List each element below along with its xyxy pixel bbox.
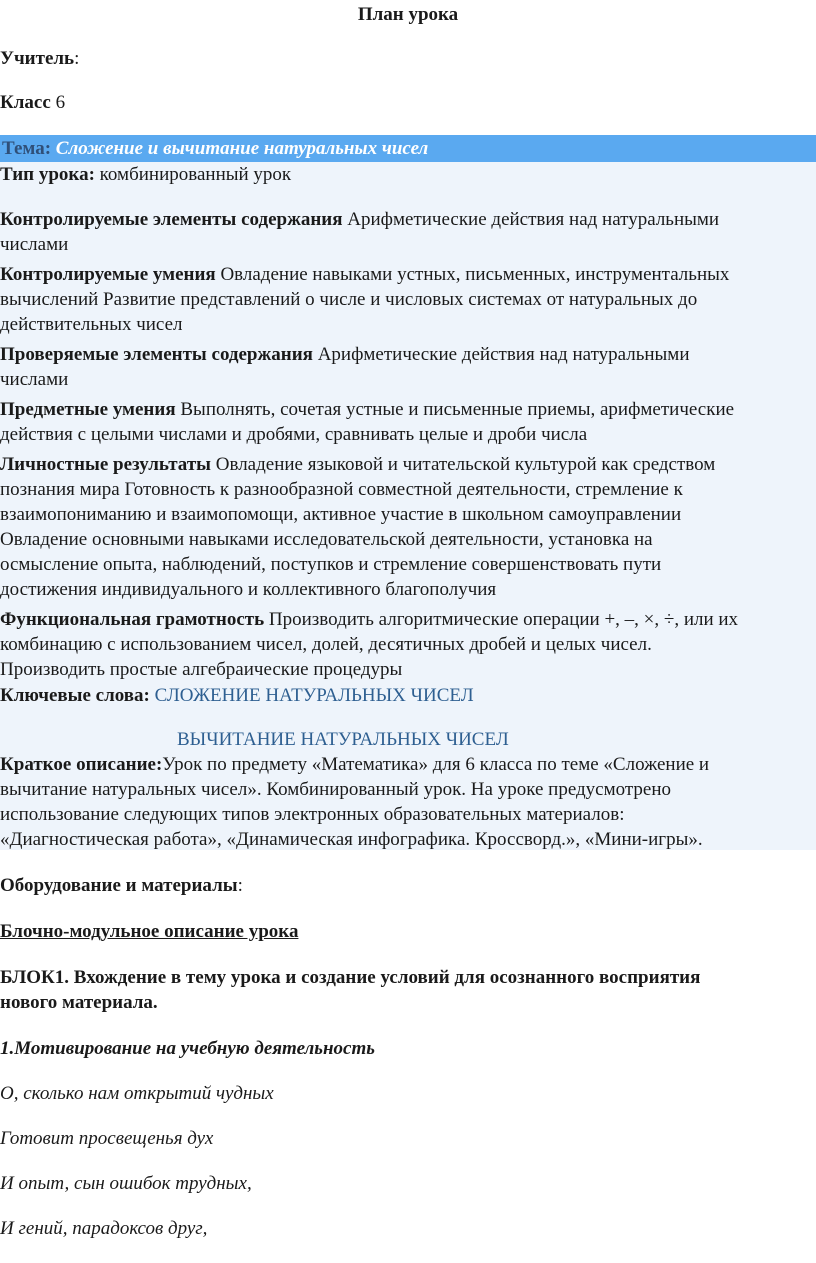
section-line: познания мира Готовность к разнообразной совместной деятельности, стремление к <box>0 479 683 500</box>
poem-line: И гений, парадоксов друг, <box>0 1218 208 1239</box>
section-subject-skills: Предметные умения Выполнять, сочетая устные и письменные приемы, арифметические <box>0 399 735 420</box>
poem-line: Готовит просвещенья дух <box>0 1128 214 1149</box>
block-description-heading: Блочно-модульное описание урока <box>0 921 299 942</box>
section-line: достижения индивидуального и коллективного благополучия <box>0 579 497 600</box>
teacher-line: Учитель: <box>0 48 80 69</box>
section-checked-content: Проверяемые элементы содержания Арифметические действия над натуральными <box>0 344 690 365</box>
motivation-heading: 1.Мотивирование на учебную деятельность <box>0 1038 375 1059</box>
poem-line: И опыт, сын ошибок трудных, <box>0 1173 252 1194</box>
section-functional-literacy: Функциональная грамотность Производить алгоритмические операции +, –, ×, ÷, или их <box>0 609 739 630</box>
section-line: Производить простые алгебраические процедуры <box>0 659 403 680</box>
section-line: действия с целыми числами и дробями, сравнивать целые и дроби числа <box>0 424 588 445</box>
grade-line: Класс 6 <box>0 92 66 113</box>
keyword-item: ВЫЧИТАНИЕ НАТУРАЛЬНЫХ ЧИСЕЛ <box>177 729 509 750</box>
section-line: Овладение основными навыками исследовательской деятельности, установка на <box>0 529 653 550</box>
page-title: План урока <box>357 4 459 25</box>
section-line: комбинацию с использованием чисел, долей, десятичных дробей и целых чисел. <box>0 634 652 655</box>
section-line: действительных чисел <box>0 314 183 335</box>
section-line: числами <box>0 234 69 255</box>
theme-line: Тема: Сложение и вычитание натуральных чисел <box>2 138 429 159</box>
section-controlled-skills: Контролируемые умения Овладение навыками устных, письменных, инструментальных <box>0 264 730 285</box>
lesson-type-line: Тип урока: комбинированный урок <box>0 164 292 185</box>
section-controlled-content: Контролируемые элементы содержания Арифметические действия над натуральными <box>0 209 720 230</box>
poem-line: О, сколько нам открытий чудных <box>0 1083 274 1104</box>
section-personal-results: Личностные результаты Овладение языковой и читательской культурой как средством <box>0 454 716 475</box>
block1-heading: БЛОК1. Вхождение в тему урока и создание условий для осознанного восприятия <box>0 967 701 988</box>
section-line: осмысление опыта, наблюдений, поступков и стремление совершенствовать пути <box>0 554 662 575</box>
summary-text: использование следующих типов электронных образовательных материалов: <box>0 804 625 825</box>
keyword-item: СЛОЖЕНИЕ НАТУРАЛЬНЫХ ЧИСЕЛ <box>154 685 474 706</box>
summary-line: Краткое описание:Урок по предмету «Математика» для 6 класса по теме «Сложение и <box>0 754 710 775</box>
equipment-line: Оборудование и материалы: <box>0 875 243 896</box>
keywords-line: Ключевые слова: СЛОЖЕНИЕ НАТУРАЛЬНЫХ ЧИСЕЛ <box>0 685 474 706</box>
section-line: числами <box>0 369 69 390</box>
summary-text: «Диагностическая работа», «Динамическая инфографика. Кроссворд.», «Мини-игры». <box>0 829 703 850</box>
summary-text: вычитание натуральных чисел». Комбинированный урок. На уроке предусмотрено <box>0 779 672 800</box>
block1-heading-cont: нового материала. <box>0 992 158 1013</box>
section-line: вычислений Развитие представлений о числе и числовых системах от натуральных до <box>0 289 698 310</box>
section-line: взаимопониманию и взаимопомощи, активное участие в школьном самоуправлении <box>0 504 682 525</box>
